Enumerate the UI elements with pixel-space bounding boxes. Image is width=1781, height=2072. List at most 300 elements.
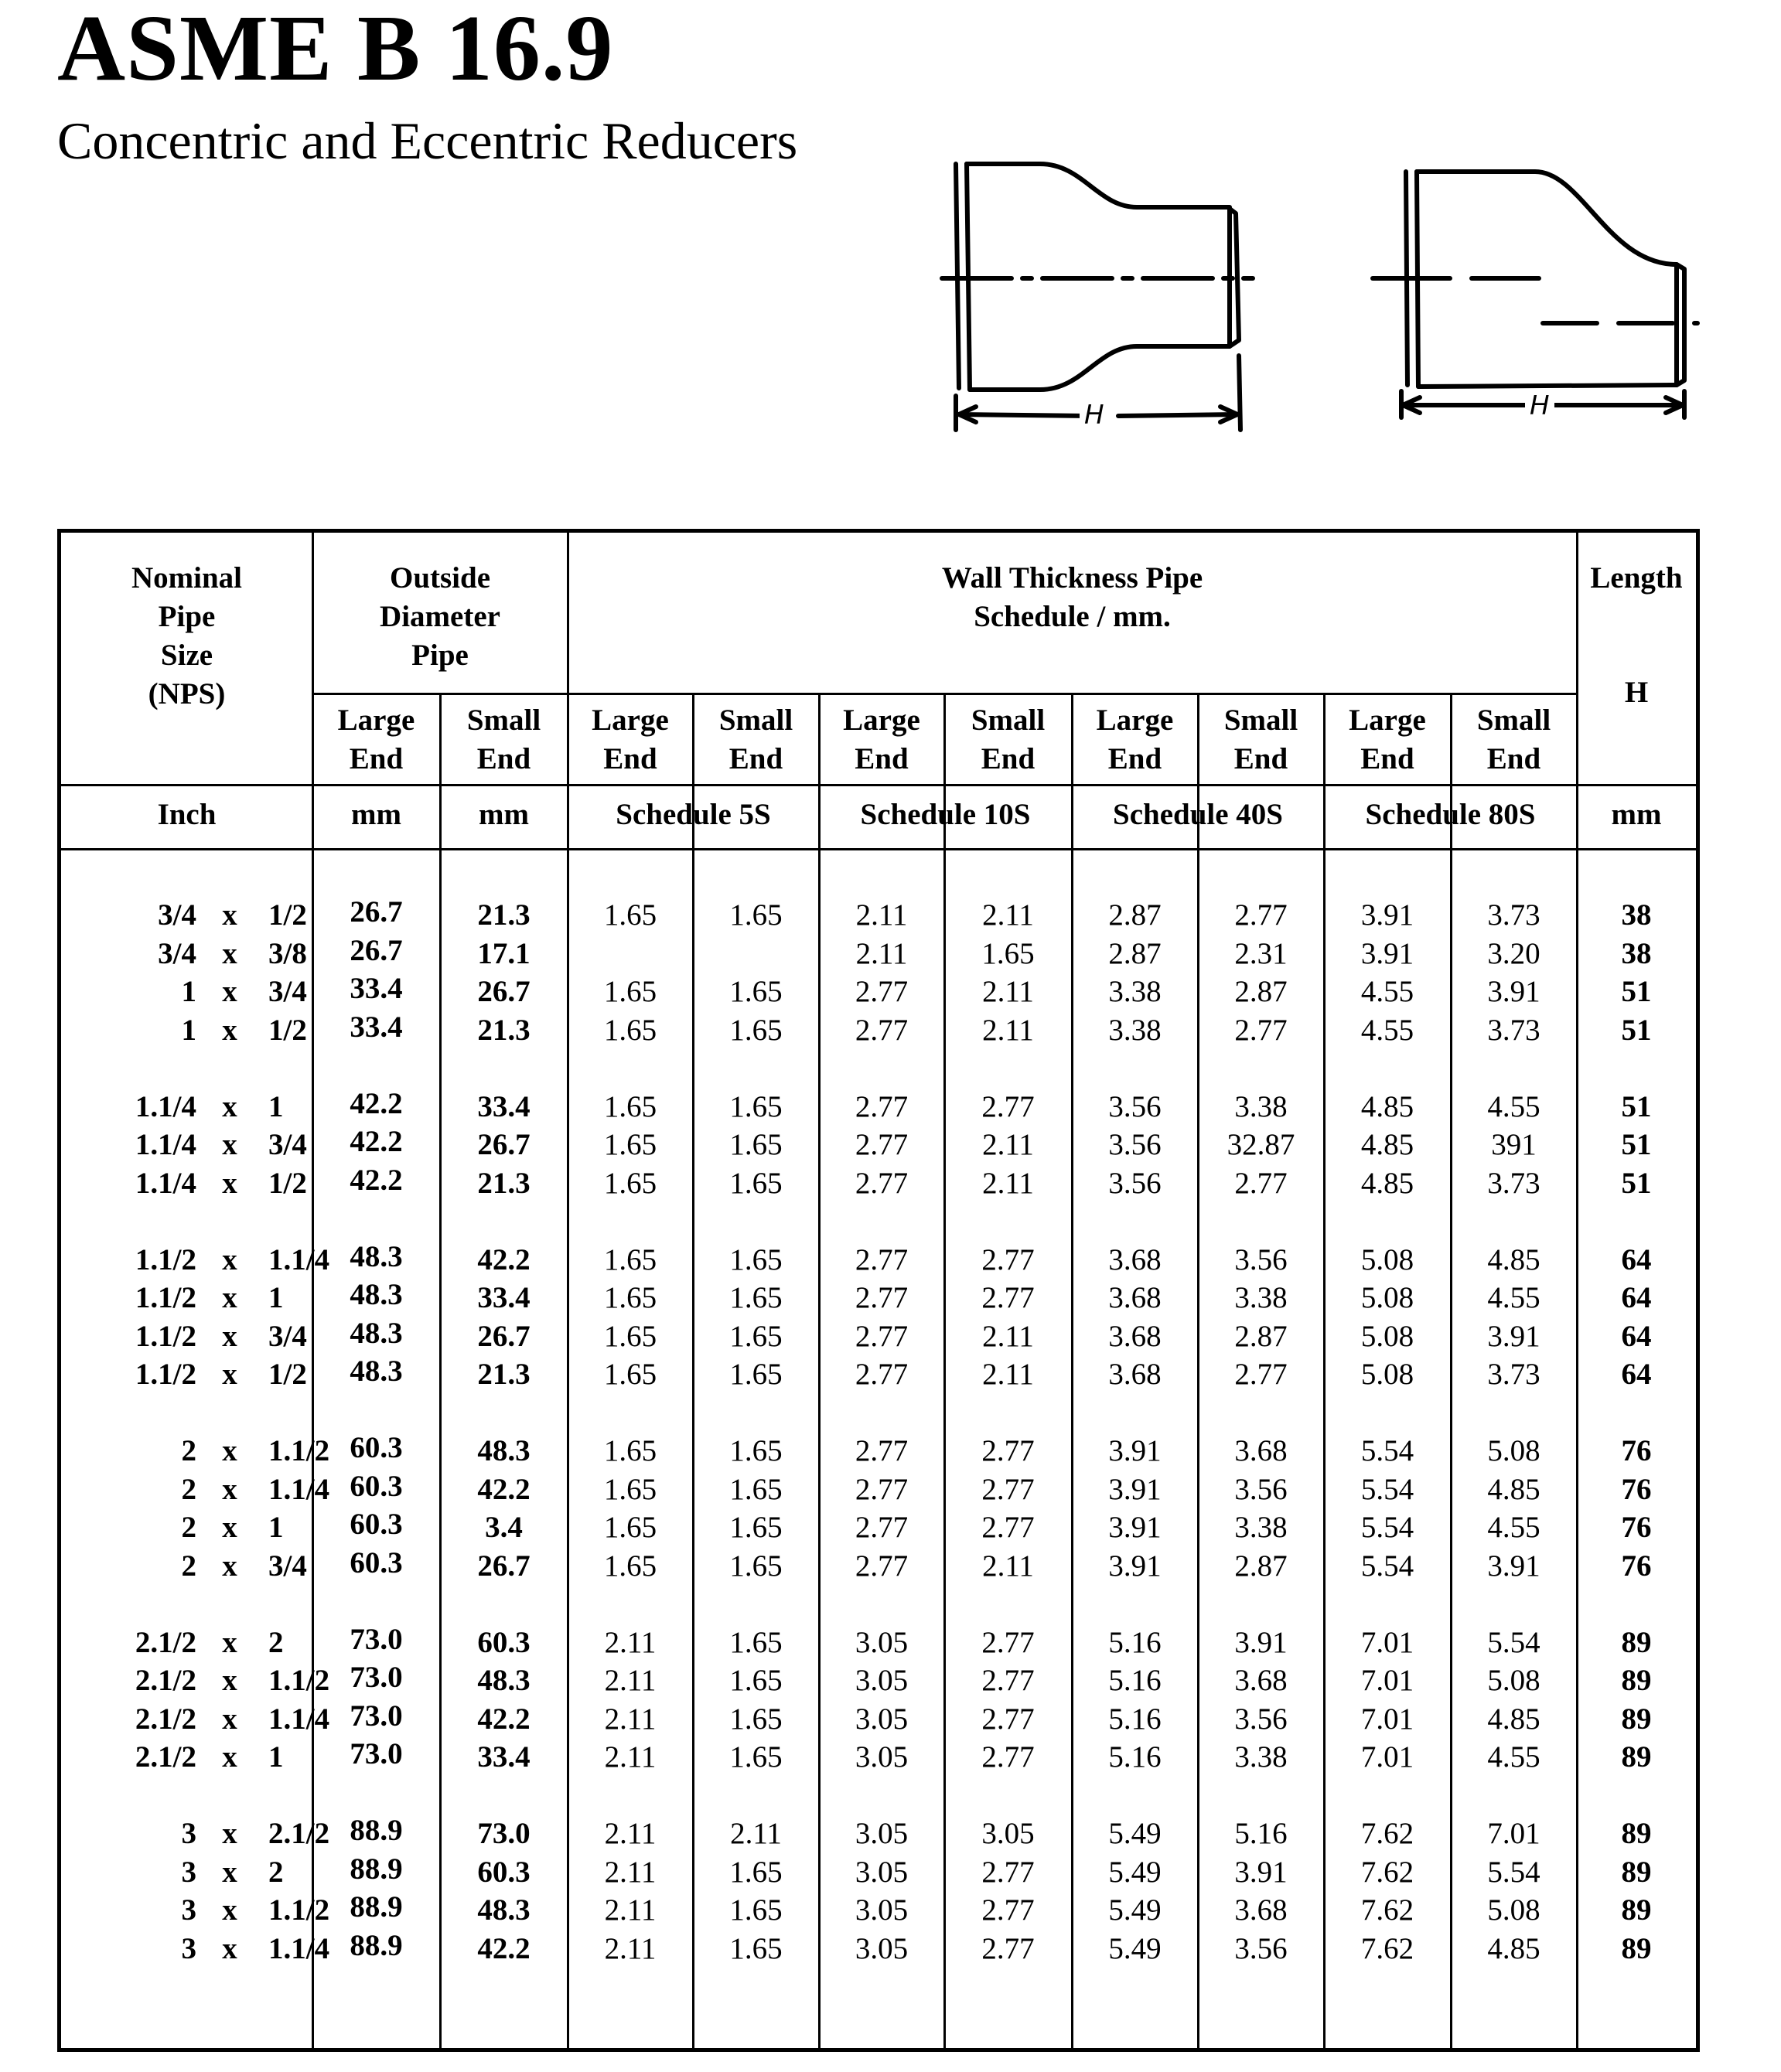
cell-s10-large: 3.05 bbox=[855, 1817, 909, 1850]
cell-s40-large: 5.49 bbox=[1108, 1856, 1162, 1889]
nps-small: 1 bbox=[268, 1740, 284, 1774]
nps-large: 3 bbox=[181, 1856, 196, 1889]
cell-s10-large: 3.05 bbox=[855, 1702, 909, 1736]
cell-length: 76 bbox=[1621, 1549, 1652, 1583]
cell-s80-small: 5.08 bbox=[1487, 1434, 1540, 1467]
nps-small: 3/4 bbox=[268, 975, 307, 1008]
cell-od-small: 21.3 bbox=[477, 898, 531, 932]
cell-s40-small: 3.68 bbox=[1234, 1664, 1288, 1697]
cell-length: 76 bbox=[1621, 1434, 1652, 1467]
nps-x: x bbox=[222, 1243, 237, 1276]
subheader-od-small: Small End bbox=[466, 704, 541, 775]
cell-s5-large: 2.11 bbox=[604, 1740, 657, 1774]
header-length: Length bbox=[1590, 561, 1683, 595]
nps-large: 2 bbox=[181, 1549, 196, 1583]
nps-small: 1 bbox=[268, 1281, 284, 1314]
header-outside-diameter: Outside Diameter Pipe bbox=[380, 561, 500, 672]
nps-small: 1.1/2 bbox=[268, 1434, 330, 1467]
cell-length: 64 bbox=[1621, 1358, 1652, 1391]
cell-s40-small: 2.77 bbox=[1234, 1167, 1288, 1200]
cell-od-small: 48.3 bbox=[477, 1893, 531, 1927]
cell-length: 89 bbox=[1621, 1932, 1652, 1965]
cell-s80-small: 5.08 bbox=[1487, 1893, 1540, 1927]
cell-s80-large: 7.01 bbox=[1360, 1702, 1414, 1736]
cell-od-small: 26.7 bbox=[477, 1128, 531, 1161]
nps-x: x bbox=[222, 975, 237, 1008]
cell-s10-large: 2.77 bbox=[855, 1090, 909, 1123]
nps-small: 3/4 bbox=[268, 1128, 307, 1161]
cell-length: 51 bbox=[1621, 1090, 1652, 1123]
nps-x: x bbox=[222, 1664, 237, 1697]
cell-length: 89 bbox=[1621, 1740, 1652, 1774]
eccentric-dimension-label: H bbox=[1525, 393, 1554, 419]
nps-small: 1.1/4 bbox=[268, 1702, 330, 1736]
cell-s80-small: 3.20 bbox=[1487, 937, 1540, 970]
cell-s10-large: 2.77 bbox=[855, 1549, 909, 1583]
cell-s10-large: 2.77 bbox=[855, 1128, 909, 1161]
cell-od-large: 88.9 bbox=[350, 1852, 403, 1886]
cell-s5-large: 2.11 bbox=[604, 1702, 657, 1736]
cell-s80-small: 3.91 bbox=[1487, 975, 1540, 1008]
cell-s40-small: 3.68 bbox=[1234, 1434, 1288, 1467]
cell-s5-large: 2.11 bbox=[604, 1856, 657, 1889]
cell-s80-small: 5.08 bbox=[1487, 1664, 1540, 1697]
cell-s5-small: 1.65 bbox=[729, 1740, 783, 1774]
header-nominal-pipe-size: Nominal Pipe Size (NPS) bbox=[131, 561, 242, 711]
cell-s40-small: 3.56 bbox=[1234, 1243, 1288, 1276]
cell-s5-large: 1.65 bbox=[603, 1090, 657, 1123]
nps-small: 2 bbox=[268, 1626, 284, 1659]
cell-od-large: 88.9 bbox=[350, 1929, 403, 1962]
cell-s40-small: 3.38 bbox=[1234, 1511, 1288, 1544]
nps-large: 2.1/2 bbox=[135, 1626, 196, 1659]
cell-s40-small: 2.31 bbox=[1234, 937, 1288, 970]
cell-s5-small: 1.65 bbox=[729, 1320, 783, 1353]
cell-s40-large: 3.91 bbox=[1108, 1511, 1162, 1544]
cell-od-small: 21.3 bbox=[477, 1014, 531, 1047]
cell-s10-small: 2.11 bbox=[982, 1320, 1034, 1353]
cell-s5-large: 1.65 bbox=[603, 1473, 657, 1506]
cell-od-small: 3.4 bbox=[485, 1511, 523, 1544]
nps-large: 1.1/2 bbox=[135, 1281, 196, 1314]
cell-od-large: 33.4 bbox=[350, 1010, 403, 1044]
unit-inch: Inch bbox=[157, 798, 217, 831]
cell-s5-large: 1.65 bbox=[603, 1243, 657, 1276]
nps-small: 1 bbox=[268, 1511, 284, 1544]
cell-s40-large: 3.68 bbox=[1108, 1281, 1162, 1314]
cell-s5-large: 1.65 bbox=[603, 1434, 657, 1467]
nps-small: 1/2 bbox=[268, 898, 307, 932]
cell-s5-large: 1.65 bbox=[603, 1014, 657, 1047]
cell-s10-large: 2.77 bbox=[855, 1511, 909, 1544]
cell-s5-small: 1.65 bbox=[729, 1014, 783, 1047]
nps-x: x bbox=[222, 1932, 237, 1965]
nps-small: 2 bbox=[268, 1856, 284, 1889]
nps-large: 1 bbox=[181, 1014, 196, 1047]
cell-s40-small: 2.77 bbox=[1234, 1358, 1288, 1391]
cell-od-large: 48.3 bbox=[350, 1355, 403, 1388]
cell-od-large: 33.4 bbox=[350, 972, 403, 1005]
cell-s40-small: 32.87 bbox=[1227, 1128, 1295, 1161]
subheader-od-large: Large End bbox=[337, 704, 415, 775]
cell-s5-small: 1.65 bbox=[729, 1358, 783, 1391]
cell-s10-small: 2.77 bbox=[981, 1473, 1035, 1506]
cell-od-large: 88.9 bbox=[350, 1890, 403, 1924]
nps-x: x bbox=[222, 1281, 237, 1314]
cell-s40-large: 5.16 bbox=[1108, 1740, 1162, 1774]
nps-large: 1 bbox=[181, 975, 196, 1008]
cell-s40-large: 2.87 bbox=[1108, 937, 1162, 970]
nps-small: 1/2 bbox=[268, 1358, 307, 1391]
cell-length: 38 bbox=[1621, 937, 1652, 970]
subheader-s5-large: Large End bbox=[592, 704, 669, 775]
cell-s80-large: 3.91 bbox=[1360, 898, 1414, 932]
cell-s5-large: 2.11 bbox=[604, 1932, 657, 1965]
unit-od-large: mm bbox=[351, 798, 401, 831]
nps-x: x bbox=[222, 1434, 237, 1467]
cell-od-large: 48.3 bbox=[350, 1278, 403, 1311]
cell-s40-large: 3.68 bbox=[1108, 1358, 1162, 1391]
cell-length: 89 bbox=[1621, 1856, 1652, 1889]
cell-od-small: 42.2 bbox=[477, 1473, 531, 1506]
subheader-s10-large: Large End bbox=[843, 704, 920, 775]
nps-small: 1.1/2 bbox=[268, 1893, 330, 1927]
header-wall-thickness: Wall Thickness Pipe Schedule / mm. bbox=[941, 561, 1203, 633]
subheader-s80-small: Small End bbox=[1476, 704, 1551, 775]
nps-small: 1/2 bbox=[268, 1167, 307, 1200]
cell-od-large: 73.0 bbox=[350, 1623, 403, 1656]
nps-small: 1.1/4 bbox=[268, 1473, 330, 1506]
cell-od-large: 73.0 bbox=[350, 1661, 403, 1694]
cell-s5-large: 2.11 bbox=[604, 1626, 657, 1659]
cell-length: 89 bbox=[1621, 1626, 1652, 1659]
cell-s40-large: 3.91 bbox=[1108, 1434, 1162, 1467]
cell-length: 51 bbox=[1621, 975, 1652, 1008]
cell-length: 51 bbox=[1621, 1014, 1652, 1047]
cell-od-small: 60.3 bbox=[477, 1856, 531, 1889]
cell-s80-large: 5.54 bbox=[1360, 1434, 1414, 1467]
cell-od-small: 48.3 bbox=[477, 1434, 531, 1467]
nps-x: x bbox=[222, 1014, 237, 1047]
cell-s80-small: 3.73 bbox=[1487, 898, 1540, 932]
cell-s80-small: 4.85 bbox=[1487, 1702, 1540, 1736]
cell-s80-large: 7.01 bbox=[1360, 1740, 1414, 1774]
cell-s40-large: 5.49 bbox=[1108, 1817, 1162, 1850]
cell-s10-large: 2.77 bbox=[855, 1243, 909, 1276]
cell-s80-small: 3.73 bbox=[1487, 1358, 1540, 1391]
cell-s40-small: 3.38 bbox=[1234, 1281, 1288, 1314]
cell-s10-large: 3.05 bbox=[855, 1893, 909, 1927]
nps-large: 1.1/2 bbox=[135, 1320, 196, 1353]
concentric-dimension-label: H bbox=[1080, 402, 1109, 428]
cell-s40-small: 3.56 bbox=[1234, 1932, 1288, 1965]
cell-s10-large: 2.77 bbox=[855, 1167, 909, 1200]
cell-s10-large: 3.05 bbox=[855, 1626, 909, 1659]
nps-large: 2 bbox=[181, 1473, 196, 1506]
concentric-reducer-drawing bbox=[942, 164, 1253, 430]
nps-x: x bbox=[222, 1893, 237, 1927]
cell-s5-small: 1.65 bbox=[729, 898, 783, 932]
cell-od-small: 17.1 bbox=[477, 937, 531, 970]
cell-s5-small: 1.65 bbox=[729, 1856, 783, 1889]
cell-s5-large: 1.65 bbox=[603, 1320, 657, 1353]
cell-s80-large: 4.85 bbox=[1360, 1090, 1414, 1123]
unit-len: mm bbox=[1611, 798, 1662, 831]
cell-s10-small: 2.11 bbox=[982, 1358, 1034, 1391]
cell-s80-small: 391 bbox=[1491, 1128, 1537, 1161]
cell-s5-large: 1.65 bbox=[603, 1549, 657, 1583]
cell-od-large: 42.2 bbox=[350, 1125, 403, 1158]
cell-s80-small: 4.55 bbox=[1487, 1090, 1540, 1123]
cell-s10-large: 2.77 bbox=[855, 975, 909, 1008]
cell-s40-large: 3.56 bbox=[1108, 1167, 1162, 1200]
cell-s40-large: 3.38 bbox=[1108, 975, 1162, 1008]
cell-s80-large: 7.62 bbox=[1360, 1856, 1414, 1889]
nps-x: x bbox=[222, 1358, 237, 1391]
cell-od-large: 42.2 bbox=[350, 1164, 403, 1197]
cell-s10-small: 2.77 bbox=[981, 1243, 1035, 1276]
cell-s10-small: 2.11 bbox=[982, 1549, 1034, 1583]
cell-s80-small: 3.91 bbox=[1487, 1320, 1540, 1353]
cell-s80-large: 5.08 bbox=[1360, 1320, 1414, 1353]
cell-s40-small: 3.91 bbox=[1234, 1856, 1288, 1889]
cell-s10-small: 2.77 bbox=[981, 1932, 1035, 1965]
cell-s80-small: 3.73 bbox=[1487, 1167, 1540, 1200]
nps-x: x bbox=[222, 1473, 237, 1506]
cell-s10-large: 2.77 bbox=[855, 1473, 909, 1506]
nps-large: 3/4 bbox=[158, 937, 196, 970]
cell-s80-small: 4.55 bbox=[1487, 1511, 1540, 1544]
nps-x: x bbox=[222, 1167, 237, 1200]
cell-s80-small: 4.85 bbox=[1487, 1473, 1540, 1506]
cell-s40-small: 2.87 bbox=[1234, 1320, 1288, 1353]
cell-s80-small: 4.85 bbox=[1487, 1243, 1540, 1276]
cell-s10-small: 3.05 bbox=[981, 1817, 1035, 1850]
cell-s5-large: 1.65 bbox=[603, 1167, 657, 1200]
cell-s10-small: 2.11 bbox=[982, 1014, 1034, 1047]
cell-od-large: 26.7 bbox=[350, 895, 403, 929]
nps-x: x bbox=[222, 1856, 237, 1889]
cell-s40-large: 3.68 bbox=[1108, 1320, 1162, 1353]
cell-s40-large: 3.91 bbox=[1108, 1549, 1162, 1583]
page-subtitle: Concentric and Eccentric Reducers bbox=[57, 111, 798, 170]
cell-od-large: 48.3 bbox=[350, 1317, 403, 1350]
subheader-s40-large: Large End bbox=[1096, 704, 1174, 775]
nps-x: x bbox=[222, 1128, 237, 1161]
cell-s10-large: 2.11 bbox=[855, 937, 908, 970]
cell-length: 38 bbox=[1621, 898, 1652, 932]
cell-s40-small: 2.87 bbox=[1234, 975, 1288, 1008]
cell-s5-large: 2.11 bbox=[604, 1817, 657, 1850]
cell-od-small: 48.3 bbox=[477, 1664, 531, 1697]
cell-s80-large: 5.08 bbox=[1360, 1358, 1414, 1391]
cell-s10-small: 2.77 bbox=[981, 1893, 1035, 1927]
nps-small: 1 bbox=[268, 1090, 284, 1123]
unit-sch5: Schedule 5S bbox=[616, 798, 771, 831]
subheader-s5-small: Small End bbox=[718, 704, 793, 775]
cell-od-large: 88.9 bbox=[350, 1814, 403, 1847]
nps-small: 1/2 bbox=[268, 1014, 307, 1047]
cell-s5-small: 1.65 bbox=[729, 1626, 783, 1659]
page-title: ASME B 16.9 bbox=[57, 0, 614, 101]
cell-s80-small: 7.01 bbox=[1487, 1817, 1540, 1850]
nps-large: 1.1/4 bbox=[135, 1167, 196, 1200]
cell-s80-small: 3.91 bbox=[1487, 1549, 1540, 1583]
nps-large: 2 bbox=[181, 1511, 196, 1544]
cell-s10-large: 3.05 bbox=[855, 1932, 909, 1965]
cell-s40-small: 3.56 bbox=[1234, 1473, 1288, 1506]
dimensions-table bbox=[57, 529, 1700, 2052]
cell-s10-large: 2.77 bbox=[855, 1434, 909, 1467]
nps-large: 1.1/4 bbox=[135, 1090, 196, 1123]
cell-s10-large: 2.11 bbox=[855, 898, 908, 932]
cell-od-small: 42.2 bbox=[477, 1932, 531, 1965]
cell-s5-small: 1.65 bbox=[729, 1243, 783, 1276]
nps-small: 3/4 bbox=[268, 1320, 307, 1353]
cell-s10-small: 2.77 bbox=[981, 1511, 1035, 1544]
cell-s40-small: 2.77 bbox=[1234, 898, 1288, 932]
cell-s40-small: 3.56 bbox=[1234, 1702, 1288, 1736]
cell-s5-small: 1.65 bbox=[729, 1702, 783, 1736]
cell-od-small: 33.4 bbox=[477, 1281, 531, 1314]
nps-x: x bbox=[222, 1626, 237, 1659]
nps-x: x bbox=[222, 1511, 237, 1544]
cell-s10-small: 2.11 bbox=[982, 1167, 1034, 1200]
cell-od-large: 60.3 bbox=[350, 1431, 403, 1464]
cell-length: 64 bbox=[1621, 1243, 1652, 1276]
cell-s10-small: 2.11 bbox=[982, 1128, 1034, 1161]
cell-s80-large: 7.62 bbox=[1360, 1932, 1414, 1965]
cell-s5-small: 1.65 bbox=[729, 1932, 783, 1965]
cell-s5-small: 1.65 bbox=[729, 1128, 783, 1161]
cell-s10-large: 2.77 bbox=[855, 1281, 909, 1314]
cell-od-large: 60.3 bbox=[350, 1470, 403, 1503]
nps-large: 2.1/2 bbox=[135, 1740, 196, 1774]
nps-small: 2.1/2 bbox=[268, 1817, 330, 1850]
cell-s5-small: 1.65 bbox=[729, 975, 783, 1008]
cell-od-large: 73.0 bbox=[350, 1737, 403, 1770]
cell-length: 89 bbox=[1621, 1893, 1652, 1927]
cell-s5-small: 1.65 bbox=[729, 1281, 783, 1314]
cell-s40-large: 5.49 bbox=[1108, 1932, 1162, 1965]
nps-large: 1.1/2 bbox=[135, 1243, 196, 1276]
nps-x: x bbox=[222, 937, 237, 970]
cell-s80-large: 7.62 bbox=[1360, 1893, 1414, 1927]
cell-s10-small: 2.77 bbox=[981, 1702, 1035, 1736]
cell-s80-large: 4.85 bbox=[1360, 1128, 1414, 1161]
cell-od-large: 73.0 bbox=[350, 1699, 403, 1733]
cell-s10-large: 2.77 bbox=[855, 1358, 909, 1391]
cell-s40-large: 5.16 bbox=[1108, 1664, 1162, 1697]
cell-s80-large: 4.55 bbox=[1360, 1014, 1414, 1047]
cell-s80-large: 3.91 bbox=[1360, 937, 1414, 970]
cell-s40-small: 3.38 bbox=[1234, 1740, 1288, 1774]
cell-s40-small: 3.68 bbox=[1234, 1893, 1288, 1927]
cell-s80-small: 4.55 bbox=[1487, 1281, 1540, 1314]
nps-x: x bbox=[222, 1817, 237, 1850]
cell-s40-large: 3.68 bbox=[1108, 1243, 1162, 1276]
cell-s10-small: 2.77 bbox=[981, 1281, 1035, 1314]
cell-s5-small: 1.65 bbox=[729, 1473, 783, 1506]
nps-large: 2.1/2 bbox=[135, 1664, 196, 1697]
nps-large: 1.1/4 bbox=[135, 1128, 196, 1161]
cell-s10-large: 3.05 bbox=[855, 1740, 909, 1774]
header-unit-divider bbox=[61, 784, 1696, 786]
cell-od-small: 60.3 bbox=[477, 1626, 531, 1659]
subheader-s80-large: Large End bbox=[1349, 704, 1426, 775]
nps-small: 3/8 bbox=[268, 937, 307, 970]
cell-s10-small: 2.77 bbox=[981, 1664, 1035, 1697]
cell-length: 64 bbox=[1621, 1281, 1652, 1314]
cell-s80-large: 7.62 bbox=[1360, 1817, 1414, 1850]
cell-od-large: 48.3 bbox=[350, 1240, 403, 1273]
cell-s10-small: 1.65 bbox=[981, 937, 1035, 970]
nps-small: 3/4 bbox=[268, 1549, 307, 1583]
cell-od-large: 42.2 bbox=[350, 1087, 403, 1120]
nps-large: 3 bbox=[181, 1932, 196, 1965]
cell-s5-large: 1.65 bbox=[603, 1511, 657, 1544]
cell-s40-large: 3.56 bbox=[1108, 1090, 1162, 1123]
cell-s40-small: 5.16 bbox=[1234, 1817, 1288, 1850]
nps-small: 1.1/4 bbox=[268, 1932, 330, 1965]
cell-s80-large: 4.55 bbox=[1360, 975, 1414, 1008]
cell-length: 76 bbox=[1621, 1473, 1652, 1506]
cell-s40-large: 5.49 bbox=[1108, 1893, 1162, 1927]
cell-s40-large: 3.91 bbox=[1108, 1473, 1162, 1506]
cell-s40-small: 3.38 bbox=[1234, 1090, 1288, 1123]
cell-s5-large: 1.65 bbox=[603, 898, 657, 932]
cell-od-small: 42.2 bbox=[477, 1702, 531, 1736]
cell-s5-small: 1.65 bbox=[729, 1549, 783, 1583]
cell-length: 89 bbox=[1621, 1702, 1652, 1736]
cell-od-small: 21.3 bbox=[477, 1167, 531, 1200]
cell-s80-large: 5.54 bbox=[1360, 1473, 1414, 1506]
cell-od-small: 26.7 bbox=[477, 975, 531, 1008]
cell-s10-small: 2.77 bbox=[981, 1626, 1035, 1659]
cell-s5-small: 1.65 bbox=[729, 1167, 783, 1200]
cell-s40-small: 2.77 bbox=[1234, 1014, 1288, 1047]
cell-s5-small: 1.65 bbox=[729, 1434, 783, 1467]
cell-s5-large: 2.11 bbox=[604, 1893, 657, 1927]
cell-s80-small: 4.85 bbox=[1487, 1932, 1540, 1965]
cell-od-small: 33.4 bbox=[477, 1090, 531, 1123]
cell-s40-large: 2.87 bbox=[1108, 898, 1162, 932]
cell-s10-small: 2.77 bbox=[981, 1740, 1035, 1774]
unit-sch10: Schedule 10S bbox=[860, 798, 1031, 831]
cell-length: 51 bbox=[1621, 1128, 1652, 1161]
cell-s40-large: 3.38 bbox=[1108, 1014, 1162, 1047]
cell-s40-large: 5.16 bbox=[1108, 1702, 1162, 1736]
nps-large: 1.1/2 bbox=[135, 1358, 196, 1391]
reducer-drawings bbox=[0, 0, 1781, 495]
cell-s10-small: 2.11 bbox=[982, 898, 1034, 932]
cell-s10-small: 2.11 bbox=[982, 975, 1034, 1008]
nps-large: 3/4 bbox=[158, 898, 196, 932]
nps-large: 3 bbox=[181, 1893, 196, 1927]
cell-s5-large: 2.11 bbox=[604, 1664, 657, 1697]
cell-od-large: 60.3 bbox=[350, 1546, 403, 1580]
nps-x: x bbox=[222, 1549, 237, 1583]
nps-small: 1.1/4 bbox=[268, 1243, 330, 1276]
cell-od-small: 73.0 bbox=[477, 1817, 531, 1850]
cell-s10-small: 2.77 bbox=[981, 1090, 1035, 1123]
cell-s5-small: 1.65 bbox=[729, 1090, 783, 1123]
cell-od-small: 26.7 bbox=[477, 1549, 531, 1583]
cell-s40-small: 2.87 bbox=[1234, 1549, 1288, 1583]
cell-s10-large: 2.77 bbox=[855, 1320, 909, 1353]
cell-length: 89 bbox=[1621, 1817, 1652, 1850]
cell-s5-large: 1.65 bbox=[603, 975, 657, 1008]
